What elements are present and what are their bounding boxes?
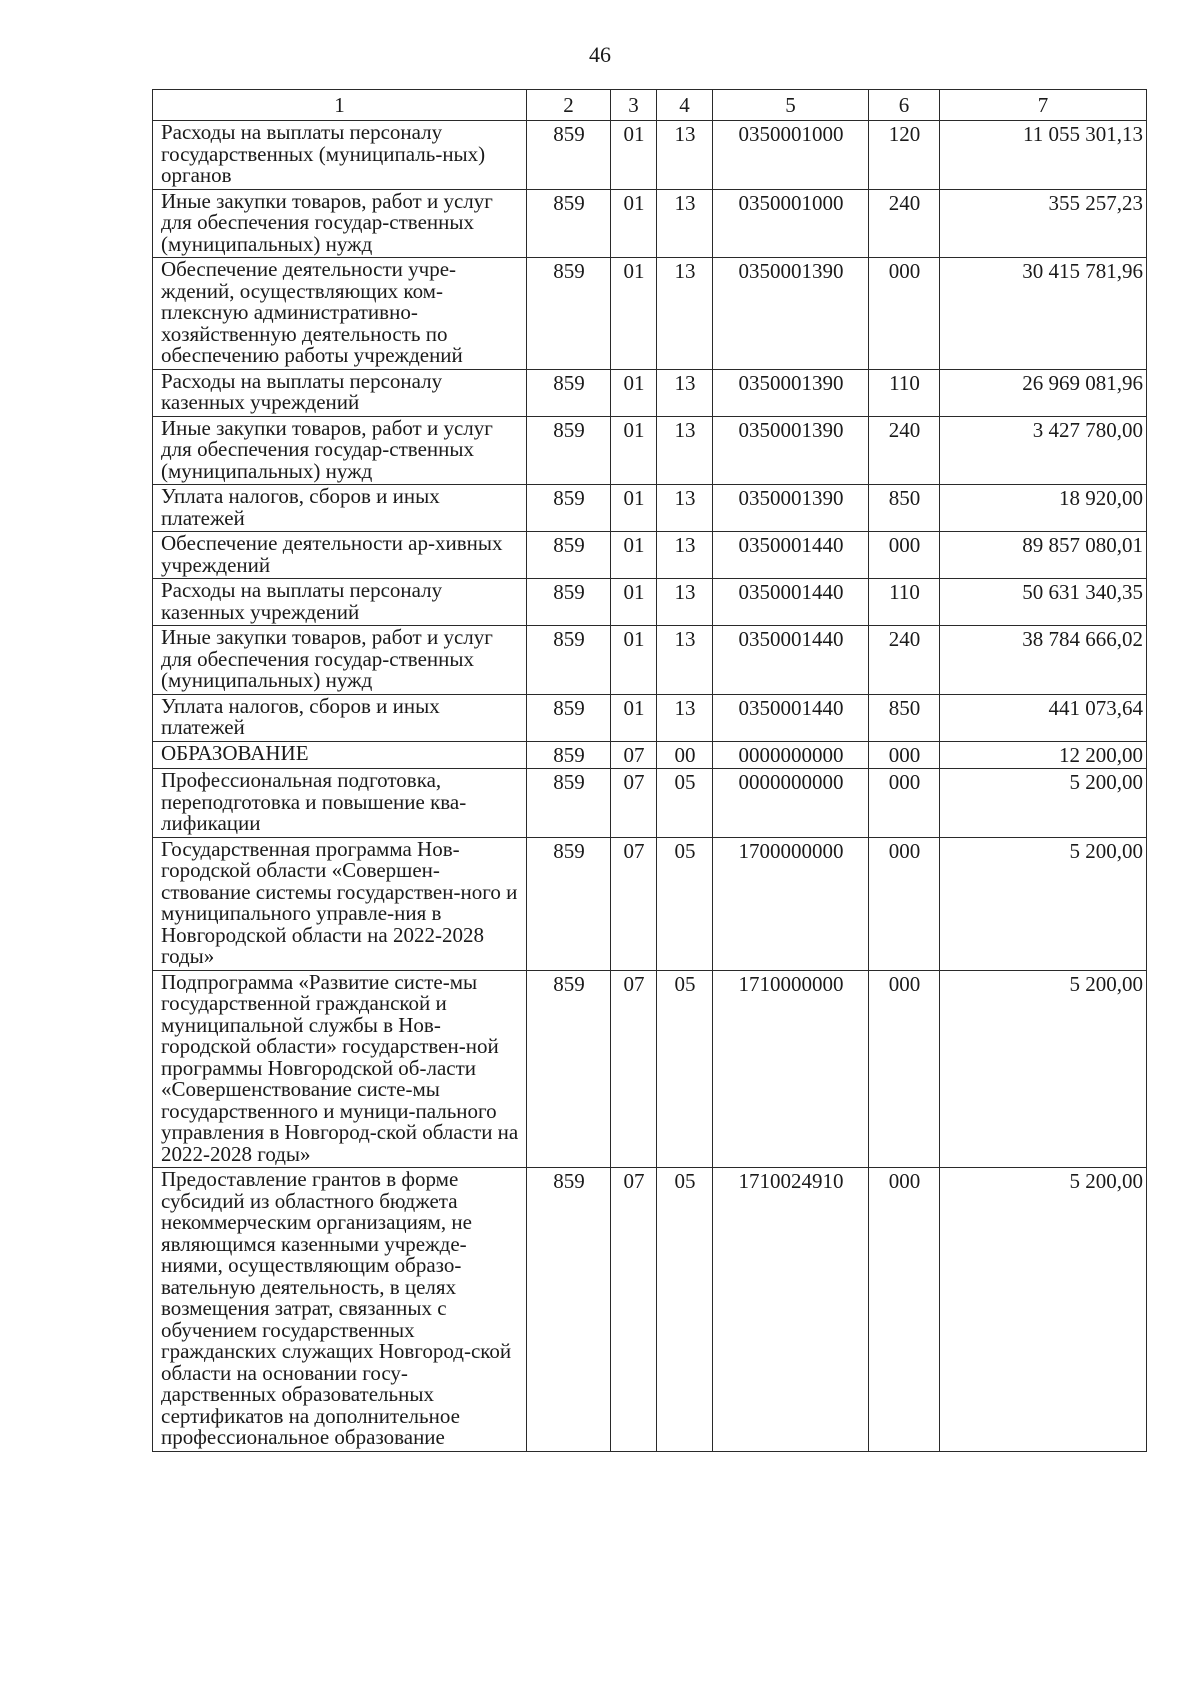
ministry-code-cell: 859: [527, 416, 611, 485]
expense-type-cell: 850: [869, 485, 940, 532]
expense-type-cell: 110: [869, 369, 940, 416]
subsection-code-cell: 13: [657, 369, 713, 416]
subsection-code-cell: 13: [657, 532, 713, 579]
target-article-cell: 0000000000: [713, 769, 869, 838]
ministry-code-cell: 859: [527, 485, 611, 532]
expense-type-cell: 240: [869, 189, 940, 258]
amount-cell: 12 200,00: [940, 741, 1147, 769]
target-article-cell: 0350001000: [713, 121, 869, 190]
table-row: [153, 485, 1147, 532]
header-row: [153, 90, 1147, 121]
subsection-code-cell: 05: [657, 837, 713, 970]
subsection-code-cell: 13: [657, 258, 713, 370]
expense-type-cell: 240: [869, 626, 940, 695]
target-article-cell: 0350001390: [713, 416, 869, 485]
section-code-cell: 01: [611, 579, 657, 626]
table-row: [153, 416, 1147, 485]
section-code-cell: 07: [611, 769, 657, 838]
expense-name-cell: Иные закупки товаров, работ и услуг для обеспечения государ-ственных (муниципальных) нужд: [153, 626, 527, 695]
subsection-code-cell: 05: [657, 769, 713, 838]
subsection-code-cell: 13: [657, 626, 713, 695]
section-code-cell: 01: [611, 694, 657, 741]
subsection-code-cell: 05: [657, 1168, 713, 1452]
section-code-cell: 01: [611, 258, 657, 370]
ministry-code-cell: 859: [527, 189, 611, 258]
table-row: [153, 369, 1147, 416]
expense-type-cell: 000: [869, 970, 940, 1168]
amount-cell: 26 969 081,96: [940, 369, 1147, 416]
table-row: [153, 769, 1147, 838]
target-article-cell: 0350001440: [713, 626, 869, 695]
ministry-code-cell: 859: [527, 741, 611, 769]
target-article-cell: 1710024910: [713, 1168, 869, 1452]
expense-type-cell: 000: [869, 837, 940, 970]
section-code-cell: 01: [611, 369, 657, 416]
ministry-code-cell: 859: [527, 837, 611, 970]
header-col-2: 2: [527, 90, 611, 121]
ministry-code-cell: 859: [527, 970, 611, 1168]
amount-cell: 5 200,00: [940, 769, 1147, 838]
subsection-code-cell: 00: [657, 741, 713, 769]
header-col-5: 5: [713, 90, 869, 121]
amount-cell: 5 200,00: [940, 1168, 1147, 1452]
subsection-code-cell: 13: [657, 121, 713, 190]
subsection-code-cell: 13: [657, 189, 713, 258]
amount-cell: 30 415 781,96: [940, 258, 1147, 370]
ministry-code-cell: 859: [527, 769, 611, 838]
section-code-cell: 01: [611, 189, 657, 258]
expense-name-cell: Расходы на выплаты персоналу государственных (муниципаль-ных) органов: [153, 121, 527, 190]
section-code-cell: 07: [611, 837, 657, 970]
expense-name-cell: Расходы на выплаты персоналу казенных учреждений: [153, 369, 527, 416]
table-row: [153, 837, 1147, 970]
header-col-3: 3: [611, 90, 657, 121]
expense-type-cell: 000: [869, 258, 940, 370]
table-row: [153, 970, 1147, 1168]
expense-type-cell: 120: [869, 121, 940, 190]
amount-cell: 11 055 301,13: [940, 121, 1147, 190]
expense-name-cell: Обеспечение деятельности учре-ждений, осуществляющих ком-плексную административно-хозяйственную деятельность по обеспечению работы учреждений: [153, 258, 527, 370]
expense-name-cell: Подпрограмма «Развитие систе-мы государственной гражданской и муниципальной службы в Нов-городской области» государствен-ной программы Новгородской об-ласти «Совершенствование систе-мы государственного и муници-пального управления в Новгород-ской области на 2022-2028 годы»: [153, 970, 527, 1168]
expense-name-cell: Государственная программа Нов-городской области «Совершен-ствование системы государствен-ного и муниципального управле-ния в Новгородской области на 2022-2028 годы»: [153, 837, 527, 970]
expense-type-cell: 850: [869, 694, 940, 741]
target-article-cell: 0350001440: [713, 532, 869, 579]
expense-name-cell: ОБРАЗОВАНИЕ: [153, 741, 527, 769]
section-code-cell: 01: [611, 532, 657, 579]
target-article-cell: 0350001390: [713, 258, 869, 370]
header-col-6: 6: [869, 90, 940, 121]
target-article-cell: 0350001390: [713, 485, 869, 532]
expense-name-cell: Предоставление грантов в форме субсидий из областного бюджета некоммерческим организациям, не являющимся казенными учрежде-ниями, осуществляющим образо-вательную деятельность, в целях возмещения затрат, связанных с обучением государственных гражданских служащих Новгород-ской области на основании госу-дарственных образовательных сертификатов на дополнительное профессиональное образование: [153, 1168, 527, 1452]
expense-type-cell: 000: [869, 769, 940, 838]
ministry-code-cell: 859: [527, 1168, 611, 1452]
table-row: [153, 258, 1147, 370]
target-article-cell: 0000000000: [713, 741, 869, 769]
table-row: [153, 1168, 1147, 1452]
amount-cell: 441 073,64: [940, 694, 1147, 741]
table-row: [153, 532, 1147, 579]
section-code-cell: 01: [611, 626, 657, 695]
amount-cell: 5 200,00: [940, 970, 1147, 1168]
expense-type-cell: 240: [869, 416, 940, 485]
table-body: [153, 121, 1147, 1452]
section-code-cell: 07: [611, 741, 657, 769]
expense-type-cell: 000: [869, 1168, 940, 1452]
table-row: [153, 741, 1147, 769]
ministry-code-cell: 859: [527, 369, 611, 416]
subsection-code-cell: 13: [657, 485, 713, 532]
table-row: [153, 579, 1147, 626]
table-row: [153, 694, 1147, 741]
subsection-code-cell: 13: [657, 579, 713, 626]
header-col-4: 4: [657, 90, 713, 121]
section-code-cell: 01: [611, 416, 657, 485]
expense-name-cell: Уплата налогов, сборов и иных платежей: [153, 694, 527, 741]
amount-cell: 18 920,00: [940, 485, 1147, 532]
ministry-code-cell: 859: [527, 694, 611, 741]
amount-cell: 5 200,00: [940, 837, 1147, 970]
subsection-code-cell: 05: [657, 970, 713, 1168]
subsection-code-cell: 13: [657, 416, 713, 485]
ministry-code-cell: 859: [527, 626, 611, 695]
expense-name-cell: Обеспечение деятельности ар-хивных учреждений: [153, 532, 527, 579]
section-code-cell: 01: [611, 485, 657, 532]
expense-name-cell: Профессиональная подготовка, переподготовка и повышение ква-лификации: [153, 769, 527, 838]
ministry-code-cell: 859: [527, 579, 611, 626]
amount-cell: 38 784 666,02: [940, 626, 1147, 695]
section-code-cell: 07: [611, 970, 657, 1168]
header-col-1: 1: [153, 90, 527, 121]
section-code-cell: 01: [611, 121, 657, 190]
target-article-cell: 1700000000: [713, 837, 869, 970]
page-number: 46: [589, 42, 611, 67]
expense-type-cell: 110: [869, 579, 940, 626]
amount-cell: 355 257,23: [940, 189, 1147, 258]
expense-name-cell: Расходы на выплаты персоналу казенных учреждений: [153, 579, 527, 626]
target-article-cell: 1710000000: [713, 970, 869, 1168]
expense-name-cell: Уплата налогов, сборов и иных платежей: [153, 485, 527, 532]
table-row: [153, 626, 1147, 695]
ministry-code-cell: 859: [527, 532, 611, 579]
subsection-code-cell: 13: [657, 694, 713, 741]
header-col-7: 7: [940, 90, 1147, 121]
amount-cell: 3 427 780,00: [940, 416, 1147, 485]
ministry-code-cell: 859: [527, 258, 611, 370]
target-article-cell: 0350001440: [713, 579, 869, 626]
section-code-cell: 07: [611, 1168, 657, 1452]
target-article-cell: 0350001000: [713, 189, 869, 258]
table-row: [153, 121, 1147, 190]
ministry-code-cell: 859: [527, 121, 611, 190]
target-article-cell: 0350001390: [713, 369, 869, 416]
amount-cell: 50 631 340,35: [940, 579, 1147, 626]
expense-type-cell: 000: [869, 741, 940, 769]
expense-type-cell: 000: [869, 532, 940, 579]
expense-name-cell: Иные закупки товаров, работ и услуг для обеспечения государ-ственных (муниципальных) нужд: [153, 189, 527, 258]
budget-table: [152, 89, 1147, 1452]
expense-name-cell: Иные закупки товаров, работ и услуг для обеспечения государ-ственных (муниципальных) нужд: [153, 416, 527, 485]
target-article-cell: 0350001440: [713, 694, 869, 741]
amount-cell: 89 857 080,01: [940, 532, 1147, 579]
table-row: [153, 189, 1147, 258]
